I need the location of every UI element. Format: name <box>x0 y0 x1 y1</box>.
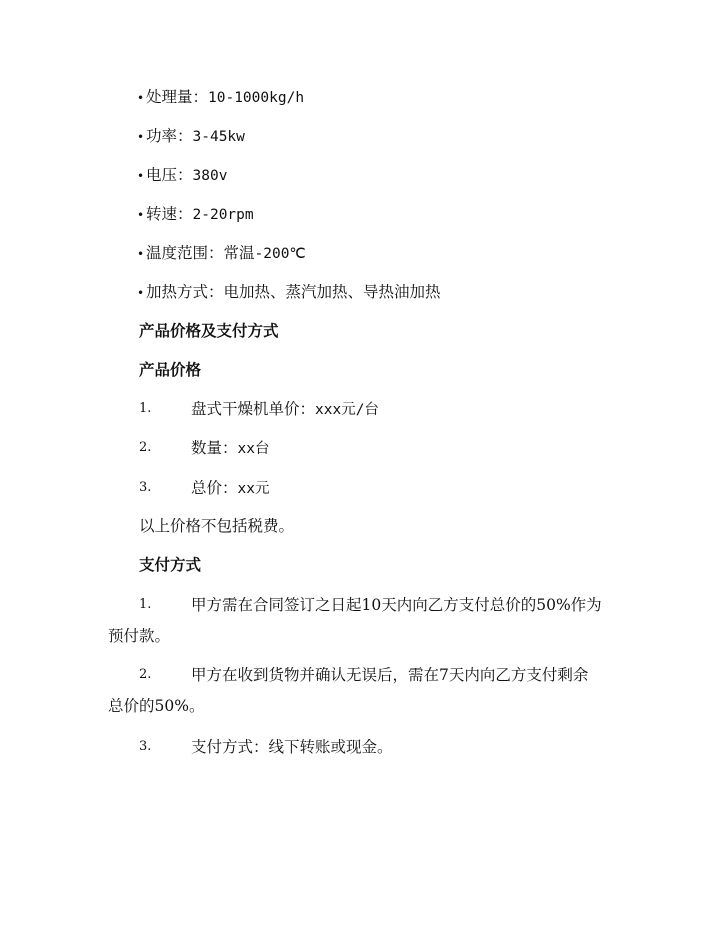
spec-label: 处理量： <box>146 88 209 106</box>
item-label: 总价： <box>191 479 238 497</box>
spec-value: 2-20rpm <box>192 207 254 223</box>
bullet-icon: • <box>137 247 145 261</box>
item-number: 3. <box>139 480 152 495</box>
price-note: 以上价格不包括税费。 <box>139 517 295 535</box>
spec-item-heating <box>137 282 441 303</box>
price-item <box>0 399 720 419</box>
section-title: 产品价格及支付方式 <box>139 321 279 340</box>
item-text <box>191 399 379 420</box>
payment-item <box>0 595 720 615</box>
item-number: 1. <box>139 597 152 612</box>
price-title: 产品价格 <box>139 360 202 379</box>
item-value: xx台 <box>237 441 270 457</box>
payment-item <box>0 665 720 685</box>
spec-value: 380v <box>192 168 228 184</box>
spec-item-speed <box>137 204 254 225</box>
bullet-icon: • <box>137 208 145 222</box>
bullet-icon: • <box>137 91 145 105</box>
item-number: 1. <box>139 401 152 416</box>
item-label: 盘式干燥机单价： <box>191 400 316 418</box>
payment-item-continuation: 总价的50%。 <box>108 697 205 715</box>
payment-title: 支付方式 <box>139 555 202 574</box>
item-label: 数量： <box>191 439 238 457</box>
item-number: 2. <box>139 667 152 682</box>
item-value: xx元 <box>237 481 270 497</box>
spec-label: 电压： <box>146 166 193 184</box>
price-item <box>0 438 720 458</box>
spec-label: 功率： <box>146 127 193 145</box>
item-number: 3. <box>139 739 152 754</box>
item-text: 支付方式：线下转账或现金。 <box>191 738 393 756</box>
item-text <box>191 438 269 459</box>
spec-label: 加热方式：电加热、蒸汽加热、导热油加热 <box>146 283 441 301</box>
payment-item-continuation: 预付款。 <box>108 627 171 645</box>
payment-item <box>0 737 720 757</box>
spec-value: 10-1000kg/h <box>208 90 305 106</box>
item-text: 甲方在收到货物并确认无误后，需在7天内向乙方支付剩余 <box>191 666 589 684</box>
bullet-icon: • <box>137 130 145 144</box>
spec-item-capacity <box>137 87 304 108</box>
spec-label: 温度范围：常温 <box>146 244 255 262</box>
spec-item-temperature <box>137 243 306 264</box>
spec-value: 3-45kw <box>192 129 245 145</box>
item-value: xxx元/台 <box>315 402 379 418</box>
spec-value: -200℃ <box>254 246 306 262</box>
spec-label: 转速： <box>146 205 193 223</box>
spec-item-power <box>137 126 245 147</box>
spec-item-voltage <box>137 165 227 186</box>
bullet-icon: • <box>137 286 145 300</box>
price-item <box>0 478 720 498</box>
item-text: 甲方需在合同签订之日起10天内向乙方支付总价的50%作为 <box>191 596 602 614</box>
bullet-icon: • <box>137 169 145 183</box>
item-number: 2. <box>139 440 152 455</box>
item-text <box>191 478 269 499</box>
